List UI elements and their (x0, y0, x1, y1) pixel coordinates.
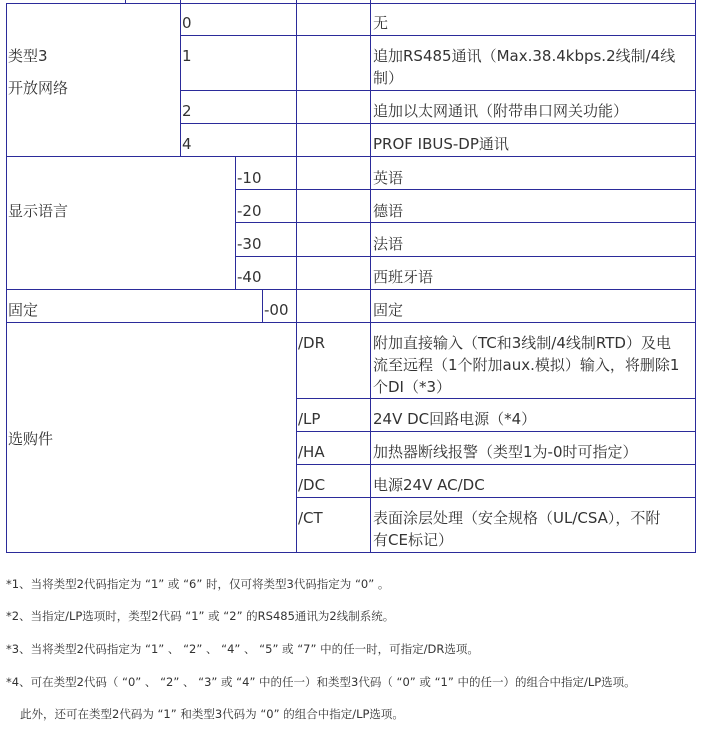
language-code-20: -20 (237, 202, 262, 220)
footnote-1: *1、当将类型2代码指定为 “1” 或 “6” 时，仅可将类型3代码指定为 “0” 。 (6, 577, 390, 591)
footnote-4-continued: 此外，还可在类型2代码为 “1” 和类型3代码为 “0” 的组合中指定/LP选项。 (20, 707, 404, 721)
fixed-code: -00 (264, 301, 289, 319)
type3-desc-4: PROF IBUS-DP通讯 (373, 135, 509, 153)
option-desc-dr-line1: 附加直接输入（TC和3线制/4线制RTD）及电 (373, 334, 671, 352)
option-desc-ct-line2: 有CE标记） (373, 531, 453, 549)
option-desc-lp: 24V DC回路电源（*4） (373, 410, 537, 428)
type3-desc-0: 无 (373, 14, 389, 32)
type3-desc-2: 追加以太网通讯（附带串口网关功能） (373, 102, 629, 120)
type3-code-0: 0 (182, 14, 192, 32)
language-desc-10: 英语 (373, 169, 404, 187)
fixed-label: 固定 (8, 301, 39, 319)
option-desc-dr-line2: 流至远程（1个附加aux.模拟）输入，将删除1 (373, 356, 680, 374)
type3-desc-1-line2: 制） (373, 69, 404, 87)
language-label: 显示语言 (8, 202, 69, 220)
fixed-desc: 固定 (373, 301, 404, 319)
option-desc-ct-line1: 表面涂层处理（安全规格（UL/CSA），不附 (373, 509, 661, 527)
option-code-dr: /DR (298, 334, 326, 352)
option-desc-dc: 电源24V AC/DC (373, 476, 485, 494)
type3-desc-1-line1: 追加RS485通讯（Max.38.4kbps.2线制/4线 (373, 47, 676, 65)
option-code-dc: /DC (298, 476, 326, 494)
language-code-30: -30 (237, 235, 262, 253)
type3-label: 类型3 (8, 47, 48, 65)
option-code-ct: /CT (298, 509, 323, 527)
language-desc-40: 西班牙语 (373, 268, 434, 286)
type3-code-2: 2 (182, 102, 192, 120)
option-code-lp: /LP (298, 410, 321, 428)
type3-label-sub: 开放网络 (8, 79, 69, 97)
type3-code-4: 4 (182, 135, 192, 153)
footnote-2: *2、当指定/LP选项时，类型2代码 “1” 或 “2” 的RS485通讯为2线制系统。 (6, 609, 395, 623)
option-code-ha: /HA (298, 443, 325, 461)
language-desc-20: 德语 (373, 202, 404, 220)
footnote-4: *4、可在类型2代码（ “0” 、 “2” 、 “3” 或 “4” 中的任一）和类型3代码（ “0” 或 “1” 中的任一）的组合中指定/LP选项。 (6, 675, 636, 689)
language-code-40: -40 (237, 268, 262, 286)
type3-code-1: 1 (182, 47, 192, 65)
language-desc-30: 法语 (373, 235, 404, 253)
option-desc-ha: 加热器断线报警（类型1为-0时可指定） (373, 443, 638, 461)
footnote-3: *3、当将类型2代码指定为 “1” 、 “2” 、 “4” 、 “5” 或 “7” 中的任一时，可指定/DR选项。 (6, 642, 479, 656)
language-code-10: -10 (237, 169, 262, 187)
option-desc-dr-line3: 个DI（*3） (373, 378, 452, 396)
optional-label: 选购件 (8, 430, 54, 448)
